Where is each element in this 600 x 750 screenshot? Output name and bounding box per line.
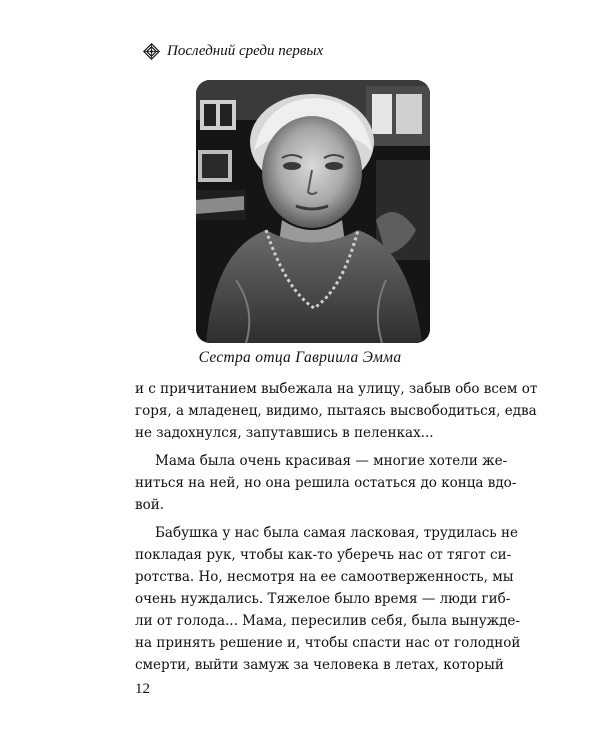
paragraph-2: [135, 450, 517, 516]
page-number: 12: [135, 681, 150, 697]
paragraph-1: [135, 378, 538, 444]
text-line: покладая рук, чтобы как-то уберечь нас от тягот си-: [135, 547, 512, 563]
text-line: Бабушка у нас была самая ласковая, трудилась не: [155, 525, 518, 541]
text-line: очень нуждались. Тяжелое было время — люди гиб-: [135, 591, 511, 607]
text-line: ли от голода... Мама, пересилив себя, была вынужде-: [135, 613, 520, 629]
text-line: горя, а младенец, видимо, пытаясь высвободиться, едва: [135, 403, 537, 419]
text-line: вой.: [135, 497, 165, 513]
portrait-photo: [196, 80, 430, 343]
diamond-knot-ornament-icon: [143, 43, 160, 60]
text-line: на принять решение и, чтобы спасти нас от голодной: [135, 635, 521, 651]
text-line: ротства. Но, несмотря на ее самоотверженность, мы: [135, 569, 514, 585]
text-line: ниться на ней, но она решила остаться до конца вдо-: [135, 475, 517, 491]
paragraph-3: [135, 522, 521, 676]
text-line: не задохнулся, запутавшись в пеленках...: [135, 425, 434, 441]
body-text: [135, 378, 538, 682]
text-line: Мама была очень красивая — многие хотели же-: [155, 453, 508, 469]
photo-caption: Сестра отца Гавриила Эмма: [198, 349, 402, 366]
running-header-title: Последний среди первых: [167, 42, 324, 59]
text-line: и с причитанием выбежала на улицу, забыв обо всем от: [135, 381, 538, 397]
running-header: [143, 40, 323, 62]
text-line: смерти, выйти замуж за человека в летах, который: [135, 657, 504, 673]
